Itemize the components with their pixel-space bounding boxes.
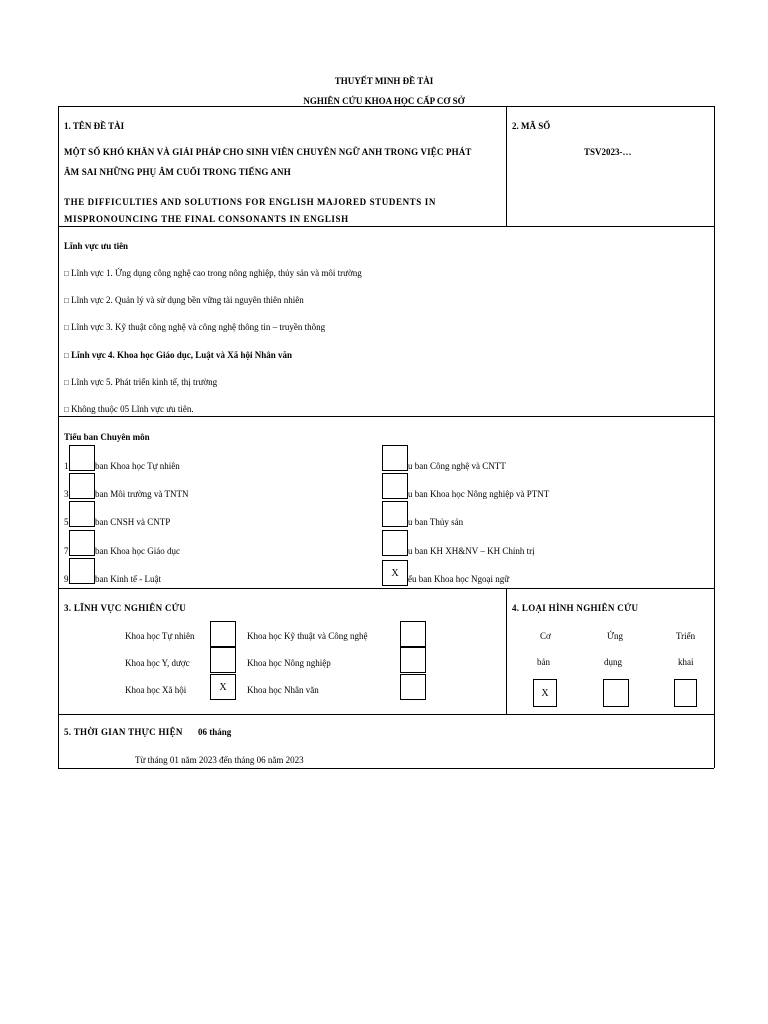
checkbox-icon[interactable]: □	[64, 296, 69, 305]
priority-heading: Lĩnh vực ưu tiên	[64, 241, 129, 251]
research-field-label: Khoa học Nhân văn	[247, 685, 319, 695]
subcommittee-option-label: ban Khoa học Tự nhiên	[95, 461, 180, 471]
subcommittee-option-label: u ban KH XH&NV – KH Chính trị	[408, 546, 535, 556]
research-field-label: Khoa học Xã hội	[125, 685, 187, 695]
subcommittee-option-label: ểu ban Khoa học Ngoại ngữ	[408, 574, 510, 584]
duration-value: 06 tháng	[198, 727, 232, 737]
section2-label: 2. MÃ SỐ	[512, 121, 551, 131]
research-type-label: Ứng	[607, 631, 623, 641]
subcommittee-option-label: ban Khoa học Giáo dục	[95, 546, 180, 556]
research-type-label: Triển	[676, 631, 696, 641]
priority-item[interactable]: □ Lĩnh vực 2. Quản lý và sử dụng bền vững tài nguyên thiên nhiên	[64, 295, 304, 305]
research-field-checkbox[interactable]	[210, 647, 236, 673]
subcommittee-prefix: 5	[64, 517, 69, 527]
title-english-line1: THE DIFFICULTIES AND SOLUTIONS FOR ENGLISH MAJORED STUDENTS IN	[64, 197, 436, 207]
title-vietnamese-line2: ÂM SAI NHỮNG PHỤ ÂM CUỐI TRONG TIẾNG ANH	[64, 167, 291, 177]
subcommittee-checkbox[interactable]	[382, 445, 408, 471]
subcommittee-checkbox[interactable]	[382, 501, 408, 527]
checkbox-icon[interactable]: □	[64, 378, 69, 387]
research-field-checkbox[interactable]	[210, 621, 236, 647]
priority-item[interactable]: □ Không thuộc 05 Lĩnh vực ưu tiên.	[64, 404, 194, 414]
document-subtitle: NGHIÊN CỨU KHOA HỌC CẤP CƠ SỞ	[303, 96, 465, 106]
research-field-label: Khoa học Kỹ thuật và Công nghệ	[247, 631, 368, 641]
research-type-label: Cơ	[540, 631, 551, 641]
subcommittee-option-label: u ban Công nghệ và CNTT	[408, 461, 506, 471]
project-code: TSV2023-…	[584, 147, 632, 157]
title-english-line2: MISPRONOUNCING THE FINAL CONSONANTS IN ENGLISH	[64, 214, 349, 224]
document-title: THUYẾT MINH ĐỀ TÀI	[334, 76, 434, 86]
subcommittee-checkbox[interactable]	[69, 530, 95, 556]
checkbox-icon[interactable]: □	[64, 351, 69, 360]
research-field-label: Khoa học Tự nhiên	[125, 631, 195, 641]
subcommittee-option-label: ban CNSH và CNTP	[95, 517, 171, 527]
research-field-label: Khoa học Y, dược	[125, 658, 190, 668]
subcommittee-option-label: ban Môi trường và TNTN	[95, 489, 189, 499]
subcommittee-option-label: ban Kinh tế - Luật	[95, 574, 161, 584]
section1-label: 1. TÊN ĐỀ TÀI	[64, 121, 125, 131]
section3-label: 3. LĨNH VỰC NGHIÊN CỨU	[64, 603, 187, 613]
priority-item[interactable]: □ Lĩnh vực 5. Phát triển kinh tế, thị trường	[64, 377, 218, 387]
research-type-checkbox[interactable]	[674, 679, 697, 707]
research-type-label: dụng	[604, 657, 622, 667]
priority-item[interactable]: □ Lĩnh vực 4. Khoa học Giáo dục, Luật và Xã hội Nhân văn	[64, 350, 293, 360]
subcommittee-prefix: 9	[64, 574, 69, 584]
checkbox-icon[interactable]: □	[64, 269, 69, 278]
priority-item[interactable]: □ Lĩnh vực 1. Ứng dụng công nghệ cao trong nông nghiệp, thủy sản và môi trường	[64, 268, 362, 278]
subcommittee-option-label: u ban Thủy sản	[408, 517, 464, 527]
priority-item[interactable]: □ Lĩnh vực 3. Kỹ thuật công nghệ và công nghệ thông tin – truyền thông	[64, 322, 326, 332]
section5-label: 5. THỜI GIAN THỰC HIỆN	[64, 727, 183, 737]
duration-range: Từ tháng 01 năm 2023 đến tháng 06 năm 2023	[135, 755, 304, 765]
research-type-label: bản	[537, 657, 550, 667]
subcommittee-prefix: 3	[64, 489, 69, 499]
checkbox-icon[interactable]: □	[64, 323, 69, 332]
subcommittee-prefix: 7	[64, 546, 69, 556]
research-field-checkbox[interactable]	[400, 647, 426, 673]
subcommittee-option-label: u ban Khoa học Nông nghiệp và PTNT	[408, 489, 550, 499]
research-field-checkbox[interactable]	[400, 674, 426, 700]
checkbox-icon[interactable]: □	[64, 405, 69, 414]
research-field-label: Khoa học Nông nghiệp	[247, 658, 331, 668]
subcommittee-checkbox[interactable]	[69, 445, 95, 471]
subcommittee-prefix: 1	[64, 461, 69, 471]
research-type-checkbox[interactable]	[603, 679, 629, 707]
research-field-checkbox[interactable]: X	[210, 674, 236, 700]
title-vietnamese-line1: MỘT SỐ KHÓ KHĂN VÀ GIẢI PHÁP CHO SINH VIÊN CHUYÊN NGỮ ANH TRONG VIỆC PHÁT	[64, 147, 472, 157]
research-type-label: khai	[678, 657, 694, 667]
subcommittee-heading: Tiểu ban Chuyên môn	[64, 432, 150, 442]
research-type-checkbox[interactable]: X	[533, 679, 557, 707]
research-field-checkbox[interactable]	[400, 621, 426, 647]
subcommittee-checkbox[interactable]	[69, 473, 95, 499]
subcommittee-checkbox[interactable]	[69, 501, 95, 527]
section4-label: 4. LOẠI HÌNH NGHIÊN CỨU	[512, 603, 639, 613]
subcommittee-checkbox[interactable]	[69, 558, 95, 584]
subcommittee-checkbox[interactable]	[382, 530, 408, 556]
subcommittee-checkbox[interactable]	[382, 473, 408, 499]
subcommittee-checkbox[interactable]: X	[382, 560, 408, 586]
